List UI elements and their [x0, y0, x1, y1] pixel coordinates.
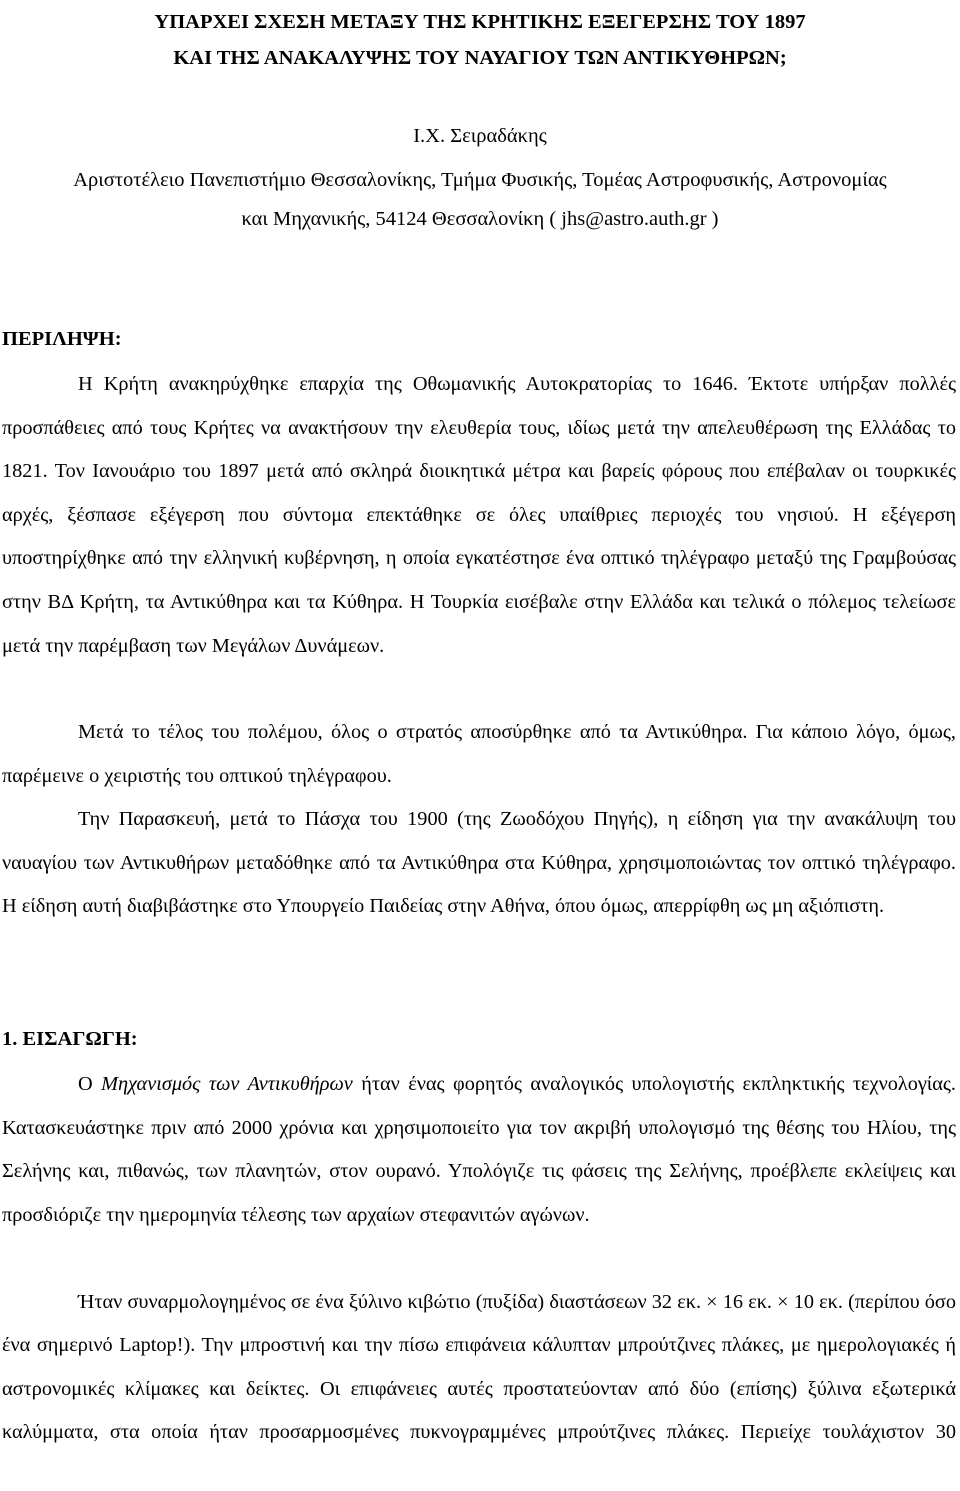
mechanism-name-italic: Μηχανισμός των Αντικυθήρων — [101, 1073, 353, 1095]
affiliation-line-1: Αριστοτέλειο Πανεπιστήμιο Θεσσαλονίκης, Τμήμα Φυσικής, Τομέας Αστροφυσικής, Αστρονομίας — [73, 169, 887, 191]
abstract-paragraph-1: Η Κρήτη ανακηρύχθηκε επαρχία της Οθωμανικής Αυτοκρατορίας το 1646. Έκτοτε υπήρξαν πολλές προσπάθειες από τους Κρήτες να ανακτήσουν την ελευθερία τους, ιδίως μετά την απελευθέρωση της Ελλάδας το 1821. Τον Ιανουάριο του 1897 μετά από σκληρά διοικητικά μέτρα και βαρείς φόρους που επέβαλαν οι τουρκικές αρχές, ξέσπασε εξέγερση που σύντομα επεκτάθηκε σε όλες υπαίθριες περιοχές του νησιού. Η εξέγερση υποστηρίχθηκε από την ελληνική κυβέρνηση, η οποία εγκατέστησε ένα οπτικό τηλέγραφο μεταξύ της Γραμβούσας στην ΒΔ Κρήτη, τα Αντικύθηρα και τα Κύθηρα. Η Τουρκία εισέβαλε στην Ελλάδα και τελικά ο πόλεμος τελείωσε μετά την παρέμβαση των Μεγάλων Δυνάμεων. — [2, 373, 956, 657]
author-name: Ι.Χ. Σειραδάκης — [413, 125, 547, 147]
intro-lead-text: Ο — [78, 1073, 102, 1095]
paper-title — [0, 4, 960, 76]
title-line-2: ΚΑΙ ΤΗΣ ΑΝΑΚΑΛΥΨΗΣ ΤΟΥ ΝΑΥΑΓΙΟΥ ΤΩΝ ΑΝΤΙΚΥΘΗΡΩΝ; — [173, 47, 787, 69]
intro-body-text: ήταν ένας φορητός αναλογικός υπολογιστής εκπληκτικής τεχνολογίας. Κατασκευάστηκε πριν από 2000 χρόνια και χρησιμοποιείτο για τον ακριβή υπολογισμό της θέσης του Ηλίου, της Σελήνης και, πιθανώς, των πλανητών, στον ουρανό. Υπολόγιζε τις φάσεις της Σελήνης, προέβλεπε εκλείψεις και προσδιόριζε την ημερομηνία τέλεσης των αρχαίων στεφανιτών αγώνων. — [2, 1073, 956, 1226]
abstract-paragraph-3: Την Παρασκευή, μετά το Πάσχα του 1900 (της Ζωοδόχου Πηγής), η είδηση για την ανακάλυψη του ναυαγίου των Αντικυθήρων μεταδόθηκε από τα Αντικύθηρα στα Κύθηρα, χρησιμοποιώντας τον οπτικό τηλέγραφο. Η είδηση αυτή διαβιβάστηκε στο Υπουργείο Παιδείας στην Αθήνα, όπου όμως, απερρίφθη ως μη αξιόπιστη. — [2, 808, 956, 918]
introduction-paragraph-1 — [2, 1063, 956, 1237]
affiliation-line-2: και Μηχανικής, 54124 Θεσσαλονίκη ( jhs@astro.auth.gr ) — [241, 208, 719, 230]
introduction-paragraph-2: Ήταν συναρμολογημένος σε ένα ξύλινο κιβώτιο (πυξίδα) διαστάσεων 32 εκ. × 16 εκ. × 10 εκ. (περίπου όσο ένα σημερινό Laptop!). Την μπροστινή και την πίσω επιφάνεια κάλυπταν μπρούτζινες πλάκες, με ημερολογιακές ή αστρονομικές κλίμακες και δείκτες. Οι επιφάνειες αυτές προστατεύονταν από δύο (επίσης) ξύλινα εξωτερικά καλύμματα, στα οποία ήταν προσαρμοσμένες πυκνογραμμένες μπρούτζινες πλάκες. Περιείχε τουλάχιστον 30 — [2, 1291, 956, 1444]
title-line-1: ΥΠΑΡΧΕΙ ΣΧΕΣΗ ΜΕΤΑΞΥ ΤΗΣ ΚΡΗΤΙΚΗΣ ΕΞΕΓΕΡΣΗΣ ΤΟΥ 1897 — [154, 11, 806, 33]
introduction-heading: 1. ΕΙΣΑΓΩΓΗ: — [2, 1028, 138, 1050]
abstract-heading: ΠΕΡΙΛΗΨΗ: — [2, 328, 122, 350]
abstract-paragraph-2: Μετά το τέλος του πολέμου, όλος ο στρατός αποσύρθηκε από τα Αντικύθηρα. Για κάποιο λόγο, όμως, παρέμεινε ο χειριστής του οπτικού τηλέγραφου. — [2, 721, 956, 787]
